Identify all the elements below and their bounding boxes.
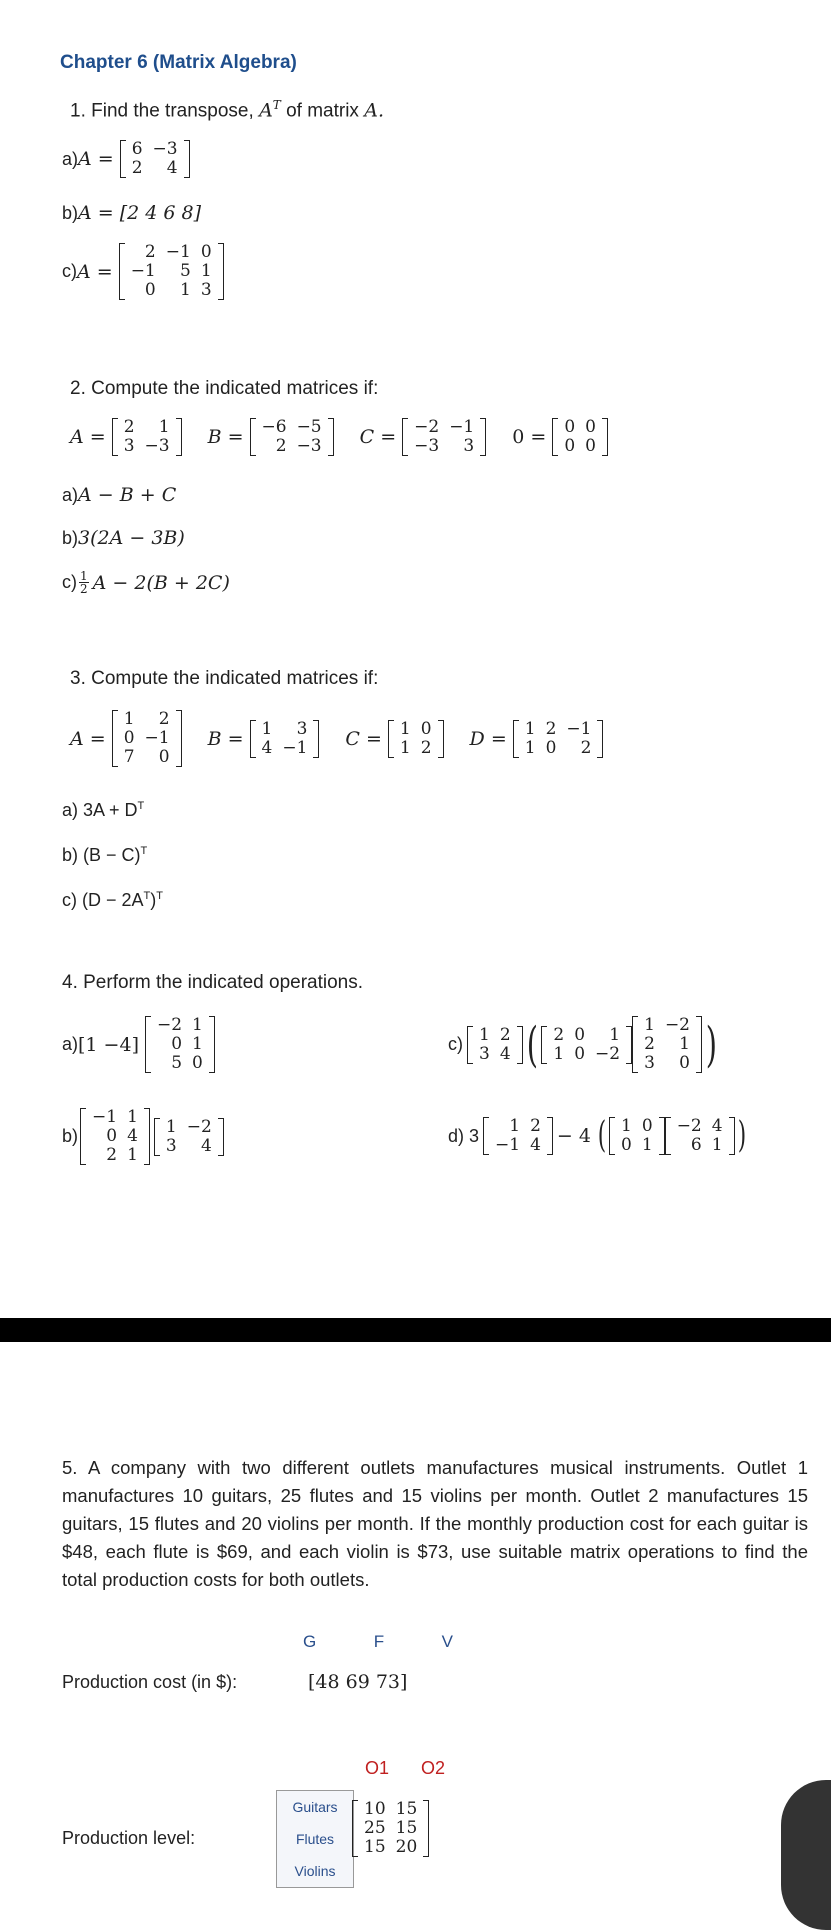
q1c-matrix [119, 243, 224, 300]
q5-col-f: F [373, 1632, 385, 1651]
page-separator [0, 1318, 831, 1342]
matrix-cell: 20 [395, 1837, 418, 1857]
q1b-eq: A = [2 4 6 8] [78, 202, 202, 224]
q4d-matrix-3 [665, 1117, 735, 1155]
q3-C-eq: C = [345, 727, 382, 750]
q5-col-v: V [441, 1632, 453, 1651]
matrix-cell: 3 [479, 1043, 490, 1064]
q5-cost-row: [48 69 73] [308, 1671, 408, 1693]
matrix-row [520, 720, 597, 739]
q2a-expr: A − B + C [78, 484, 177, 506]
q5-paragraph: 5. A company with two different outlets manufactures musical instruments. Outlet 1 manufactures 10 guitars, 25 flutes and 15 violins per month. Outlet 2 manufactures 15 guitars, 15 flutes and 20 violins per month. If the monthly production cost for each guitar is $48, each flute is $69, and each violin is $73, use suitable matrix operations to find the total production costs for both outlets. [62, 1457, 808, 1590]
matrix-cell: −1 [130, 261, 156, 281]
matrix-row [490, 1117, 546, 1136]
matrix-cell: 3 [296, 718, 308, 739]
matrix-cell: 1 [200, 261, 212, 281]
matrix-cell: 2 [123, 417, 135, 437]
q3-B-eq: B = [207, 727, 244, 750]
q1a-label: a) [62, 148, 79, 169]
matrix-cell: 1 [641, 1135, 653, 1155]
q5-row-flutes: Flutes [295, 1831, 335, 1847]
matrix-cell: 1 [679, 1034, 690, 1054]
matrix-cell: 0 [171, 1034, 183, 1054]
q3b-text: b) (B − C) [62, 845, 141, 865]
matrix-row [409, 418, 479, 437]
matrix-cell: 3 [123, 436, 135, 456]
matrix-cell: 10 [364, 1799, 386, 1819]
q2c-frac-den: 2 [80, 582, 88, 596]
matrix-cell: −2 [156, 1015, 183, 1035]
matrix-cell: 0 [679, 1053, 690, 1073]
q4d-matrix-1 [483, 1117, 553, 1155]
matrix-cell: 1 [179, 280, 191, 300]
matrix-cell: −1 [92, 1107, 118, 1127]
matrix-cell: 1 [165, 1116, 177, 1137]
matrix-cell: 5 [179, 261, 191, 281]
matrix-cell: −1 [165, 242, 191, 262]
matrix-row [152, 1016, 208, 1035]
q1-prompt-text: 1. Find the transpose, [70, 100, 260, 122]
matrix-cell: 0 [192, 1053, 203, 1073]
q2a [62, 484, 176, 506]
q4a-row: [1 −4] [78, 1033, 139, 1056]
matrix-row [616, 1136, 658, 1155]
matrix-cell: −2 [664, 1015, 690, 1035]
matrix-cell: 0 [574, 1043, 586, 1064]
matrix-cell: 3 [200, 280, 212, 300]
matrix-cell: 7 [123, 747, 135, 767]
matrix-cell: 1 [192, 1015, 203, 1035]
matrix-cell: 4 [499, 1043, 511, 1064]
matrix-cell: 6 [131, 139, 143, 159]
q3a-text: a) 3A + D [62, 800, 138, 820]
q1-prompt-post: of matrix [280, 100, 365, 122]
matrix-row [127, 140, 183, 159]
matrix-cell: 2 [275, 436, 287, 456]
matrix-cell: 1 [123, 709, 135, 729]
q4c-label: c) [448, 1034, 463, 1054]
q1c [62, 243, 224, 300]
matrix-cell: 1 [609, 1024, 621, 1045]
matrix-cell: 1 [261, 718, 273, 739]
q3c-sup2: T [156, 890, 163, 902]
matrix-cell: 1 [127, 1107, 138, 1127]
q1-sym: A [259, 99, 273, 122]
matrix-cell: −2 [595, 1043, 621, 1064]
matrix-row [639, 1035, 695, 1054]
q1c-label: c) [62, 261, 77, 281]
q2b [62, 527, 185, 549]
q1-prompt-end: A. [364, 99, 384, 122]
matrix-row [490, 1136, 546, 1155]
matrix-row [161, 1137, 217, 1156]
q3-C-matrix [388, 720, 444, 758]
q1b-label: b) [62, 202, 79, 223]
q5-outlet-headers [365, 1758, 445, 1779]
matrix-cell: 1 [399, 737, 411, 758]
q4b-matrix-2 [154, 1118, 224, 1156]
matrix-cell: 0 [106, 1126, 118, 1146]
q5-outlet-o2: O2 [420, 1758, 445, 1778]
matrix-cell: 1 [644, 1015, 655, 1035]
matrix-cell: 4 [127, 1126, 138, 1146]
q4d-open-paren: ( [597, 1115, 607, 1156]
q3-A-eq: A = [70, 727, 106, 750]
q4d-matrix-2 [609, 1117, 665, 1155]
matrix-row [359, 1800, 422, 1819]
q5-outlet-o1: O1 [365, 1758, 390, 1778]
matrix-cell: −5 [296, 417, 322, 437]
matrix-cell: −1 [449, 417, 475, 437]
q1-prompt [70, 98, 384, 122]
q2-B-eq: B = [207, 426, 244, 448]
q1b [62, 202, 201, 224]
q2c [62, 570, 230, 595]
matrix-cell: 4 [166, 158, 178, 178]
q3-A-matrix [112, 710, 182, 767]
matrix-row [152, 1054, 208, 1073]
matrix-cell: 2 [131, 158, 143, 178]
matrix-row [257, 739, 313, 758]
matrix-row [152, 1035, 208, 1054]
q4c-open-paren: ( [526, 1016, 538, 1073]
matrix-cell: 1 [509, 1116, 521, 1136]
q1c-eq: A = [77, 260, 113, 283]
q3a-sup: T [137, 800, 145, 812]
matrix-cell: 2 [580, 737, 592, 758]
q4d-label: d) 3 [448, 1125, 480, 1146]
q2-A-eq: A = [70, 426, 106, 448]
matrix-cell: −1 [566, 718, 592, 739]
q2c-frac-num: 1 [80, 569, 88, 583]
matrix-cell: 1 [524, 737, 536, 758]
matrix-row [639, 1016, 695, 1035]
matrix-cell: 0 [144, 280, 156, 300]
matrix-cell: 3 [463, 436, 475, 456]
matrix-cell: 3 [644, 1053, 655, 1073]
matrix-cell: 4 [711, 1116, 723, 1136]
matrix-row [119, 710, 175, 729]
q5-col-headers [303, 1632, 453, 1652]
q2-definitions [70, 418, 608, 456]
matrix-row [126, 281, 217, 300]
matrix-cell: 0 [585, 436, 596, 456]
q1a-eq: A = [78, 148, 114, 170]
q5-col-g: G [303, 1632, 317, 1651]
matrix-row [409, 437, 479, 456]
q1a [62, 140, 190, 178]
matrix-row [119, 729, 175, 748]
q4c-close-paren: ) [705, 1016, 717, 1073]
q4c [448, 1016, 721, 1073]
matrix-cell: −2 [676, 1116, 702, 1136]
matrix-row [257, 437, 327, 456]
matrix-cell: 3 [165, 1135, 177, 1156]
matrix-cell: 1 [711, 1135, 723, 1155]
matrix-cell: 4 [530, 1135, 541, 1155]
matrix-row [672, 1117, 728, 1136]
matrix-cell: 1 [158, 417, 170, 437]
matrix-row [87, 1127, 143, 1146]
q3-B-matrix [250, 720, 320, 758]
q1-sup: T [272, 98, 281, 112]
q2b-label: b) [62, 527, 79, 548]
q3-definitions [70, 710, 603, 767]
matrix-cell: 0 [621, 1135, 632, 1155]
q3c-text: c) (D − 2A [62, 890, 144, 910]
q2-O-matrix [552, 418, 608, 456]
matrix-cell: 25 [364, 1818, 386, 1838]
q4a-label: a) [62, 1034, 79, 1054]
matrix-row [548, 1026, 625, 1045]
matrix-row [520, 739, 597, 758]
matrix-cell: 2 [144, 242, 156, 262]
matrix-row [559, 437, 601, 456]
q4c-matrix-1 [467, 1026, 523, 1064]
matrix-row [639, 1054, 695, 1073]
matrix-cell: −2 [414, 417, 440, 437]
matrix-cell: 1 [479, 1024, 490, 1045]
matrix-cell: 15 [364, 1837, 386, 1857]
q2a-label: a) [62, 484, 79, 505]
q4d-minus: − 4 [556, 1125, 591, 1147]
matrix-cell: 0 [564, 436, 576, 456]
q2b-expr: 3(2A − 3B) [78, 527, 185, 549]
matrix-row [87, 1146, 143, 1165]
matrix-cell: 2 [499, 1024, 511, 1045]
q2c-fraction [79, 570, 89, 595]
matrix-cell: 15 [395, 1799, 418, 1819]
q4b [62, 1108, 224, 1165]
matrix-cell: −3 [414, 436, 440, 456]
q2c-label: c) [62, 572, 77, 592]
matrix-row [127, 159, 183, 178]
matrix-cell: 6 [690, 1135, 702, 1155]
matrix-row [359, 1819, 422, 1838]
q2-A-matrix [112, 418, 182, 456]
matrix-row [119, 748, 175, 767]
matrix-cell: 2 [644, 1034, 655, 1054]
q3c-sup1: T [143, 890, 151, 902]
matrix-row [257, 418, 327, 437]
q4b-matrix-1 [80, 1108, 150, 1165]
matrix-cell: −1 [495, 1135, 521, 1155]
matrix-row [672, 1136, 728, 1155]
matrix-cell: 1 [553, 1043, 565, 1064]
matrix-cell: 2 [106, 1145, 118, 1165]
matrix-cell: 0 [420, 718, 432, 739]
q3b [62, 845, 147, 866]
q4c-matrix-2 [541, 1026, 632, 1064]
q2c-expr: A − 2(B + 2C) [92, 571, 230, 594]
matrix-cell: 5 [171, 1053, 183, 1073]
matrix-cell: 2 [158, 709, 170, 729]
matrix-cell: −1 [144, 728, 170, 748]
matrix-cell: 1 [524, 718, 536, 739]
matrix-row [87, 1108, 143, 1127]
matrix-cell: 0 [574, 1024, 586, 1045]
q5-row-guitars: Guitars [292, 1799, 338, 1815]
q3a [62, 800, 144, 821]
matrix-cell: 0 [200, 242, 212, 262]
matrix-cell: 15 [395, 1818, 418, 1838]
matrix-cell: 1 [192, 1034, 203, 1054]
matrix-row [474, 1045, 516, 1064]
q5-level-label: Production level: [62, 1828, 196, 1848]
q2-B-matrix [250, 418, 334, 456]
matrix-cell: 2 [420, 737, 432, 758]
matrix-row [395, 739, 437, 758]
q1a-matrix [120, 140, 190, 178]
matrix-row [395, 720, 437, 739]
q3c [62, 890, 163, 911]
q5-row-violins: Violins [294, 1863, 336, 1879]
matrix-cell: 0 [123, 728, 135, 748]
matrix-cell: 0 [641, 1116, 653, 1136]
q3b-sup: T [140, 845, 148, 857]
matrix-row [126, 243, 217, 262]
matrix-cell: 4 [200, 1135, 212, 1156]
q5-cost-label: Production cost (in $): [62, 1672, 238, 1692]
matrix-cell: 1 [621, 1116, 632, 1136]
matrix-cell: 2 [553, 1024, 565, 1045]
matrix-cell: 0 [545, 737, 557, 758]
matrix-cell: −3 [152, 139, 178, 159]
q3-D-matrix [513, 720, 604, 758]
matrix-cell: 0 [564, 417, 576, 437]
q4b-label: b) [62, 1126, 79, 1146]
matrix-cell: 1 [399, 718, 411, 739]
q2-prompt: 2. Compute the indicated matrices if: [70, 378, 379, 399]
q3-prompt: 3. Compute the indicated matrices if: [70, 668, 379, 689]
matrix-row [548, 1045, 625, 1064]
matrix-row [119, 418, 175, 437]
matrix-cell: 0 [158, 747, 170, 767]
q3c-close: ) [150, 890, 157, 910]
q3-D-eq: D = [469, 727, 507, 750]
matrix-cell: −2 [186, 1116, 212, 1137]
q2-O-eq: 0 = [512, 426, 547, 448]
q4c-matrix-3 [632, 1016, 702, 1073]
matrix-cell: 1 [127, 1145, 138, 1165]
scroll-handle[interactable] [781, 1780, 831, 1930]
matrix-cell: 2 [530, 1116, 541, 1136]
matrix-row [559, 418, 601, 437]
matrix-row [359, 1838, 422, 1857]
q4d [448, 1112, 749, 1160]
matrix-row [126, 262, 217, 281]
q2-C-matrix [402, 418, 486, 456]
q4-prompt: 4. Perform the indicated operations. [62, 972, 364, 993]
matrix-cell: −6 [261, 417, 287, 437]
matrix-cell: −1 [282, 737, 308, 758]
q5-level-matrix [352, 1800, 429, 1857]
matrix-row [616, 1117, 658, 1136]
q5-level-matrix-wrap [352, 1800, 429, 1857]
matrix-cell: 4 [261, 737, 273, 758]
matrix-row [257, 720, 313, 739]
matrix-row [474, 1026, 516, 1045]
matrix-cell: −3 [144, 436, 170, 456]
q2-C-eq: C = [359, 426, 397, 448]
matrix-row [161, 1118, 217, 1137]
matrix-row [119, 437, 175, 456]
matrix-cell: −3 [296, 436, 322, 456]
q4a [62, 1016, 215, 1073]
chapter-title: Chapter 6 (Matrix Algebra) [60, 52, 297, 73]
q5-row-labels [276, 1790, 354, 1888]
q4a-matrix [145, 1016, 215, 1073]
q4d-close-paren: ) [737, 1115, 746, 1156]
matrix-cell: 2 [545, 718, 557, 739]
matrix-cell: 0 [585, 417, 596, 437]
